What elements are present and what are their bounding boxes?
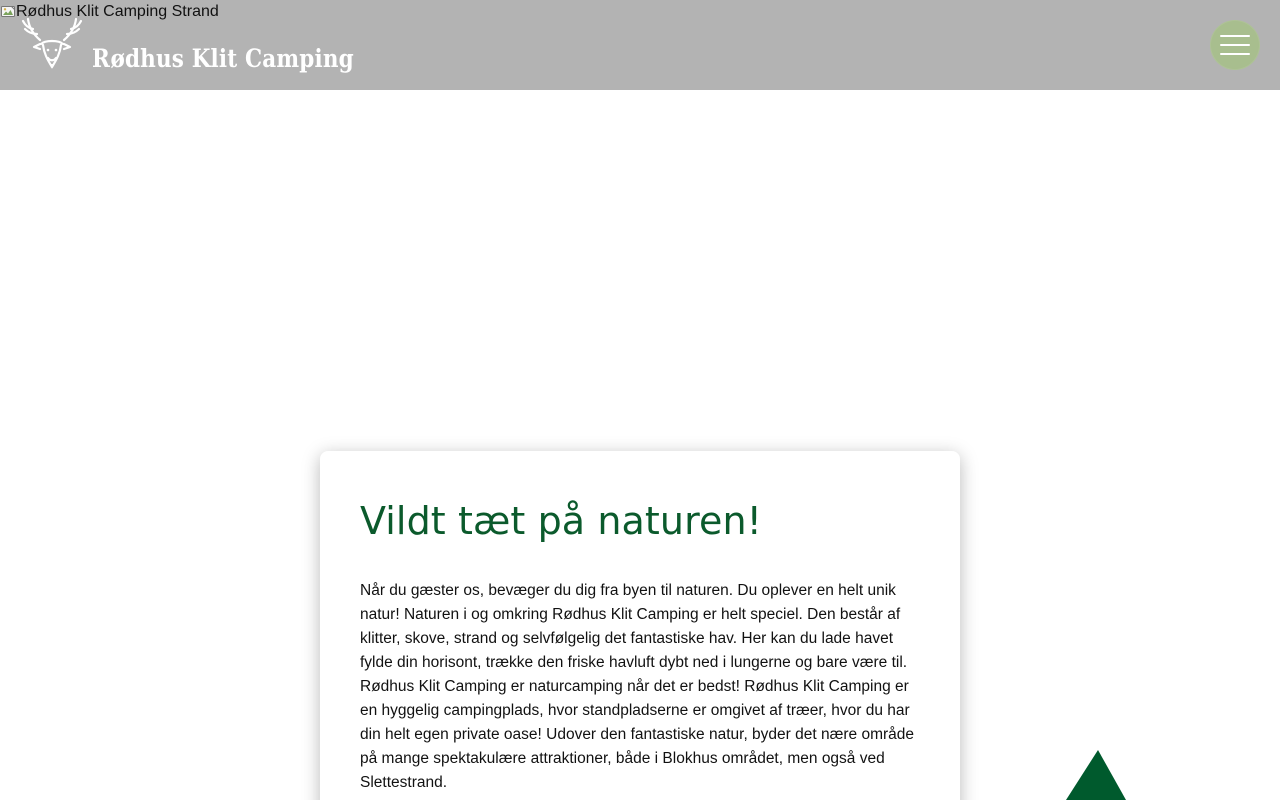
logo-text: Rødhus Klit Camping (92, 44, 354, 73)
deer-head-icon (20, 16, 84, 74)
hamburger-icon-bottom (1220, 53, 1250, 55)
broken-image-icon (0, 4, 16, 20)
intro-card (320, 451, 960, 800)
scroll-top-button[interactable] (1066, 750, 1126, 800)
page-title: Vildt tæt på naturen! (360, 499, 762, 543)
hamburger-icon (1220, 35, 1250, 37)
logo-link[interactable] (20, 16, 396, 74)
tree-up-arrow-icon (1066, 750, 1126, 800)
intro-text: Når du gæster os, bevæger du dig fra byen til naturen. Du oplever en helt unik natur! Naturen i og omkring Rødhus Klit Camping er helt speciel. Den består af klitter, skove, strand og selvfølgelig det fantastiske hav. Her kan du lade havet fylde din horisont, trække den friske havluft dybt ned i lungerne og bare være til. Rødhus Klit Camping er naturcamping når det er bedst! Rødhus Klit Camping er en hyggelig campingplads, hvor standpladserne er omgivet af træer, hvor du har din helt egen private oase! Udover den fantastiske natur, byder det nære område på mange spektakulære attraktioner, både i Blokhus området, men også ved Slettestrand. (360, 582, 915, 791)
hamburger-icon-middle (1220, 44, 1250, 46)
hero-alt-text: Rødhus Klit Camping Strand (16, 3, 219, 20)
menu-button[interactable] (1210, 20, 1260, 70)
hero-image-placeholder (0, 0, 219, 24)
